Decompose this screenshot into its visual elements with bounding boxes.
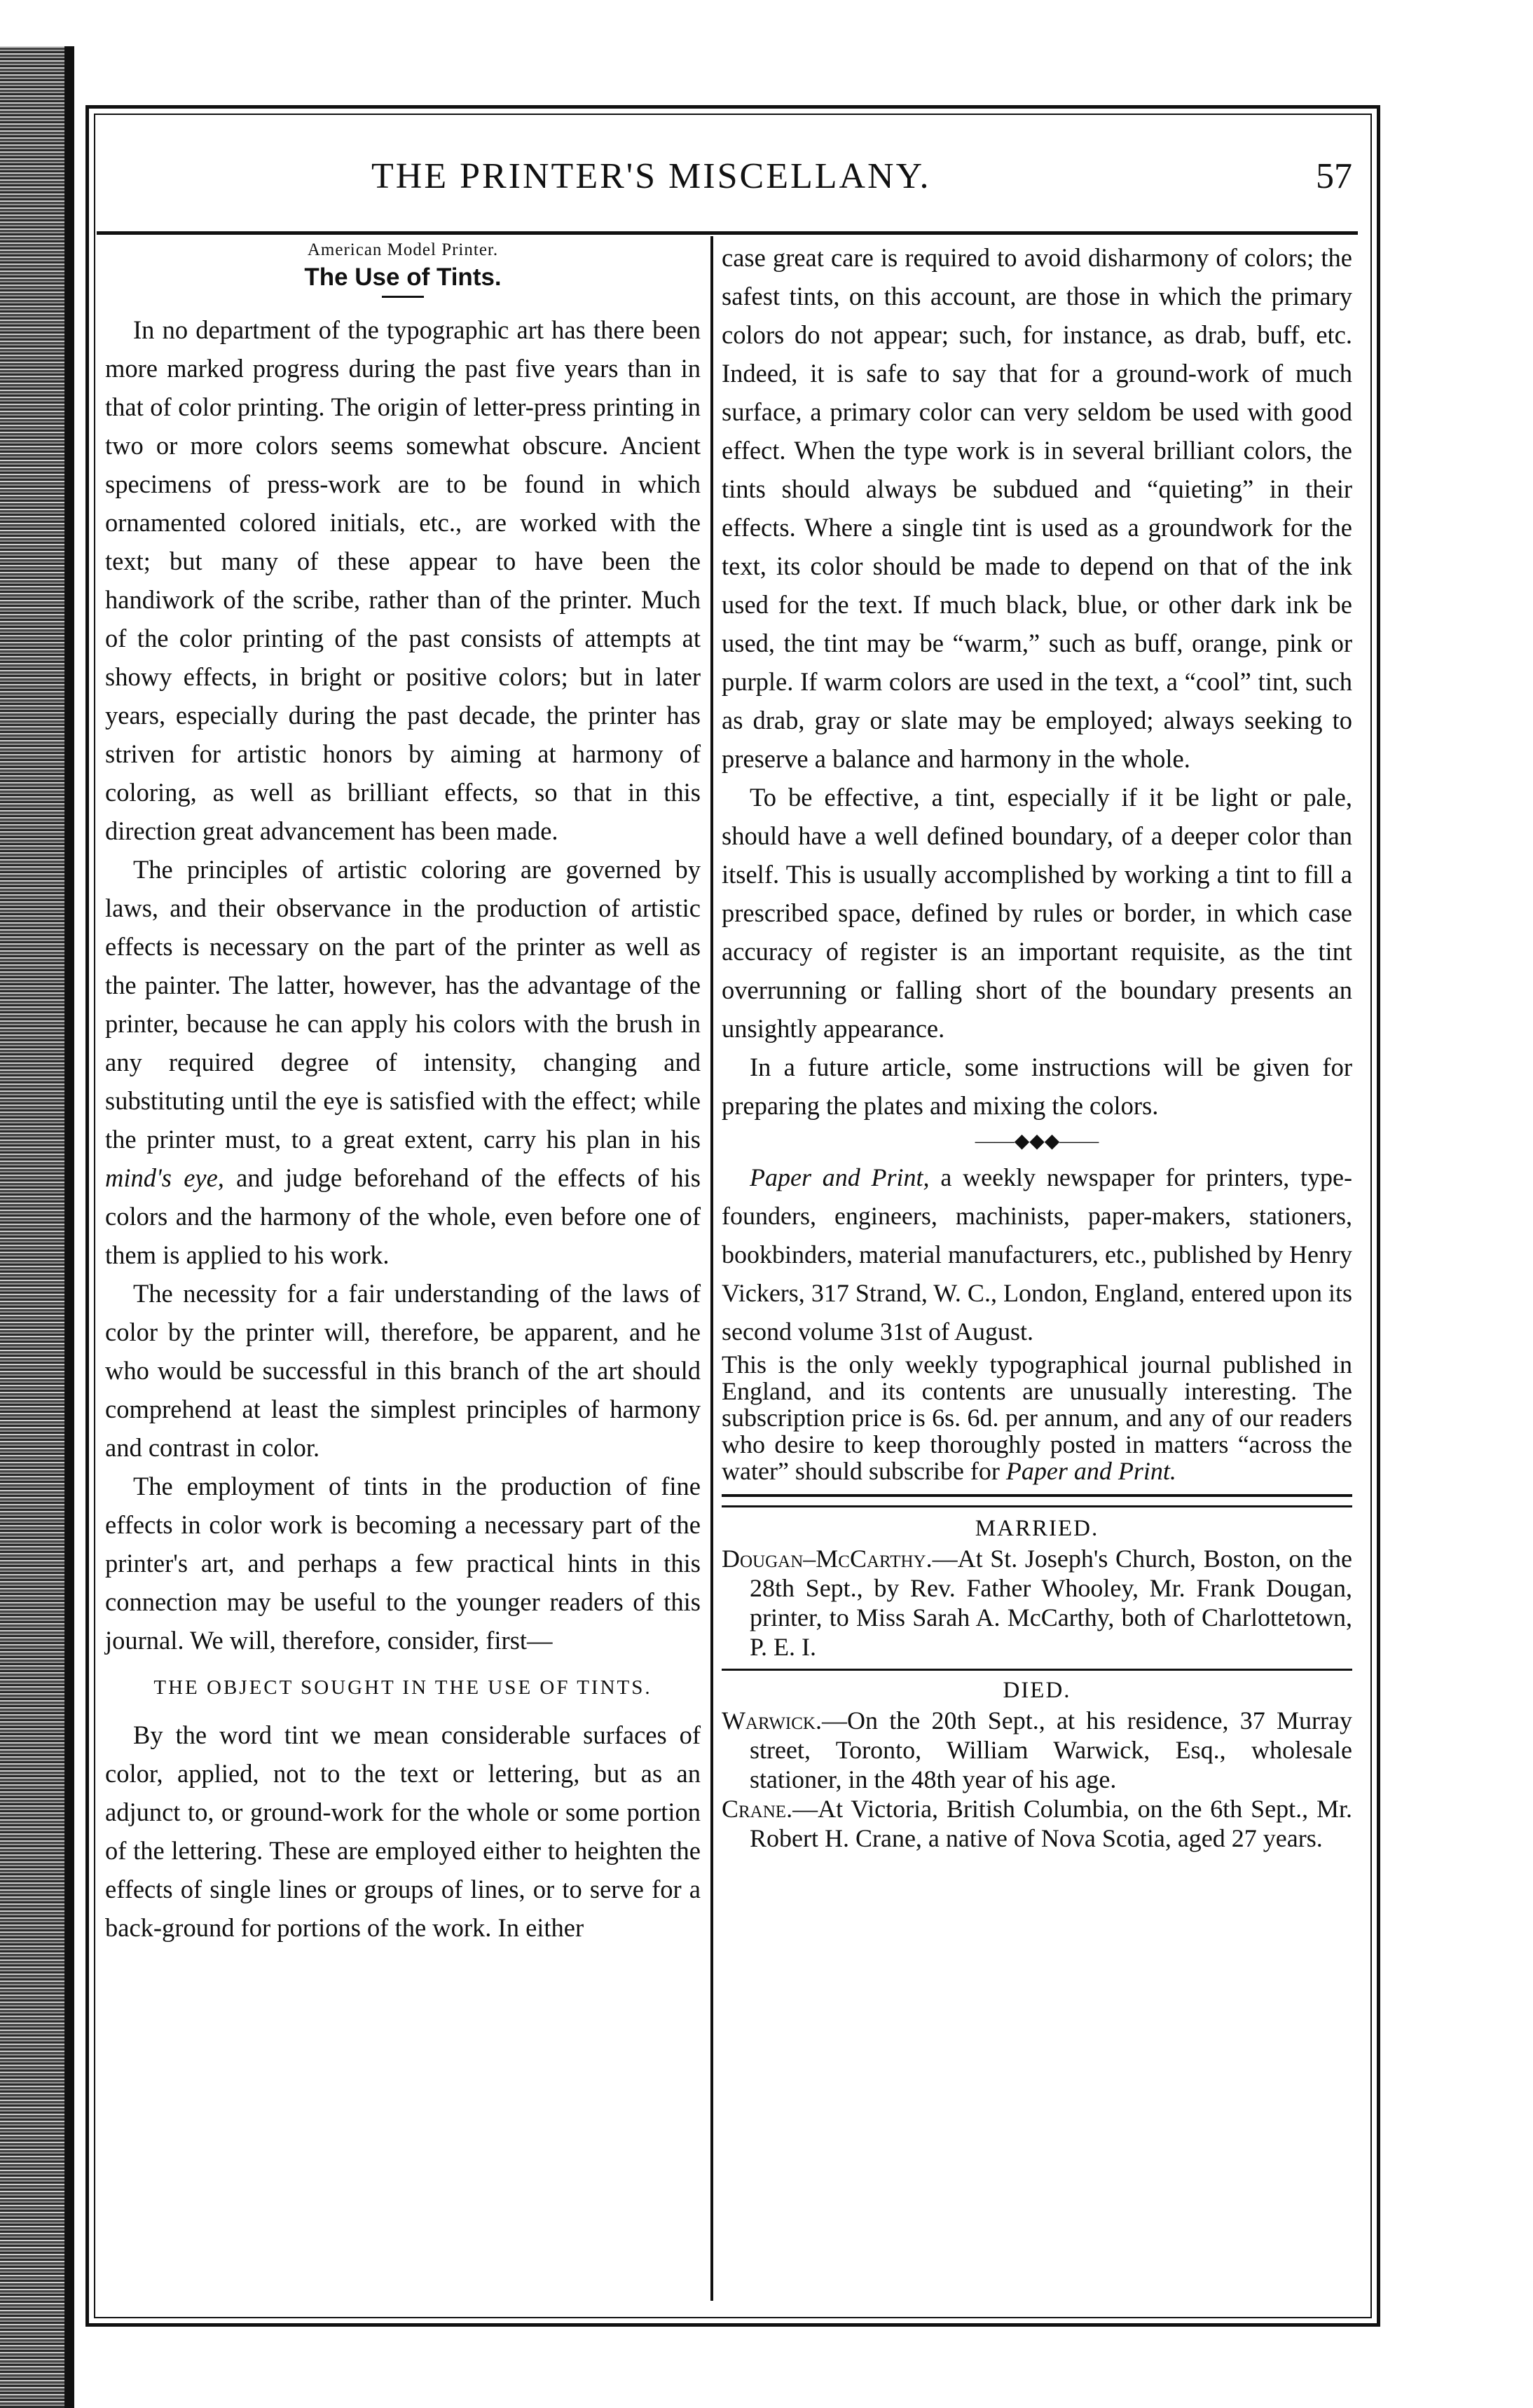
right-column: [722, 238, 1352, 1853]
paragraph: By the word tint we mean considerable surfaces of color, applied, not to the text or lettering, but as an adjunct to, or ground-work for the whole or some portion of the lettering. These are employed either to heighten the effects of single lines or groups of lines, or to serve for a back-ground for portions of the work. In either: [105, 1721, 701, 1942]
paper-name: Paper and Print,: [750, 1163, 930, 1191]
binding-shadow: [64, 46, 74, 2408]
paragraph: case great care is required to avoid disharmony of colors; the safest tints, on this account, are those in which the primary colors do not appear; such, for instance, as drab, buff, etc. Indeed, it is safe to say that for a ground-work of much surface, a primary color can very seldom be used with good effect. When the type work is in several brilliant colors, the tints should always be subdued and “quieting” in their effects. Where a single tint is used as a groundwork for the text, its color should be made to depend on that of the ink used for the text. If much black, blue, or other dark ink be used, the tint may be “warm,” such as buff, orange, pink or purple. If warm colors are used in the text, a “cool” tint, such as drab, gray or slate may be employed; always seeking to preserve a balance and harmony in the whole.: [722, 243, 1352, 773]
column-divider: [710, 236, 713, 2301]
entry-name: Crane.: [722, 1795, 793, 1823]
notice-paragraph: This is the only weekly typographical journal published in England, and its contents are unusually interesting. The subscription price is 6s. 6d. per annum, and any of our readers who desire to keep thoroughly posted in matters “across the water” should subscribe for Paper and Print.: [722, 1350, 1352, 1485]
paragraph: In a future article, some instructions will be given for preparing the plates and mixing the colors.: [722, 1053, 1352, 1120]
article-source: American Model Printer.: [307, 240, 499, 259]
paper-name: Paper and Print.: [1005, 1457, 1176, 1485]
section-heading: THE OBJECT SOUGHT IN THE USE OF TINTS.: [153, 1676, 652, 1699]
left-column: [105, 238, 701, 1947]
article-title: The Use of Tints.: [304, 264, 502, 291]
died-entry: Crane.—At Victoria, British Columbia, on the 6th Sept., Mr. Robert H. Crane, a native of Nova Scotia, aged 27 years.: [722, 1795, 1352, 1852]
emphasis: mind's eye,: [105, 1163, 224, 1192]
paragraph: The employment of tints in the production of fine effects in color work is becoming a necessary part of the printer's art, and perhaps a few practical hints in this connection may be useful to the younger readers of this journal. We will, therefore, consider, first—: [105, 1472, 701, 1655]
binding-edge: [0, 46, 74, 2408]
running-header: [105, 156, 1352, 205]
title-rule: [382, 296, 424, 298]
page-number: 57: [1316, 156, 1352, 196]
header-rule: [97, 231, 1358, 235]
section-rule: [722, 1669, 1352, 1671]
entry-name: Warwick.: [722, 1706, 822, 1735]
paragraph: To be effective, a tint, especially if it be light or pale, should have a well defined boundary, of a deeper color than itself. This is usually accomplished by working a tint to fill a prescribed space, defined by rules or border, in which case accuracy of register is an important requisite, as the tint overrunning or falling short of the boundary presents an unsightly appearance.: [722, 783, 1352, 1043]
notice-paragraph: Paper and Print, a weekly newspaper for printers, type-founders, engineers, machinists, paper-makers, stationers, bookbinders, material manufacturers, etc., published by Henry Vickers, 317 Strand, W. C., London, England, entered upon its second volume 31st of August.: [722, 1163, 1353, 1346]
married-entry: Dougan–McCarthy.—At St. Joseph's Church, Boston, on the 28th Sept., by Rev. Father Whooley, Mr. Frank Dougan, printer, to Miss Sarah A. McCarthy, both of Charlottetown, P. E. I.: [722, 1545, 1352, 1661]
paragraph: In no department of the typographic art has there been more marked progress during the past five years than in that of color printing. The origin of letter-press printing in two or more colors seems somewhat obscure. Ancient specimens of press-work are to be found in which ornamented colored initials, etc., are worked with the text; but many of these appear to have been the handiwork of the scribe, rather than of the printer. Much of the color printing of the past consists of attempts at showy effects, in bright or positive colors; but in later years, especially during the past decade, the printer has striven for artistic honors by aiming at harmony of coloring, as well as brilliant effects, so that in this direction great advancement has been made.: [105, 315, 701, 845]
paragraph: The necessity for a fair understanding of the laws of color by the printer will, therefore, be apparent, and he who would be successful in this branch of the art should comprehend at least the simplest principles of harmony and contrast in color.: [105, 1279, 701, 1462]
double-rule: [722, 1494, 1352, 1507]
paragraph: The principles of artistic coloring are governed by laws, and their observance in the production of artistic effects is necessary on the part of the printer as well as the painter. The latter, however, has the advantage of the printer, because he can apply his colors with the brush in any required degree of intensity, changing and substituting until the eye is satisfied with the effect; while the printer must, to a great extent, carry his plan in his mind's eye, and judge beforehand of the effects of his colors and the harmony of the whole, even before one of them is applied to his work.: [105, 855, 701, 1269]
married-heading: MARRIED.: [975, 1516, 1099, 1541]
entry-name: Dougan–McCarthy.: [722, 1545, 933, 1573]
ornament-divider: ——◆◆◆——: [975, 1130, 1099, 1152]
notice: [722, 1158, 1352, 1484]
died-heading: DIED.: [1003, 1678, 1071, 1703]
running-title: THE PRINTER'S MISCELLANY.: [371, 156, 931, 196]
died-entry: Warwick.—On the 20th Sept., at his residence, 37 Murray street, Toronto, William Warwick, Esq., wholesale stationer, in the 48th year of his age.: [722, 1706, 1352, 1793]
